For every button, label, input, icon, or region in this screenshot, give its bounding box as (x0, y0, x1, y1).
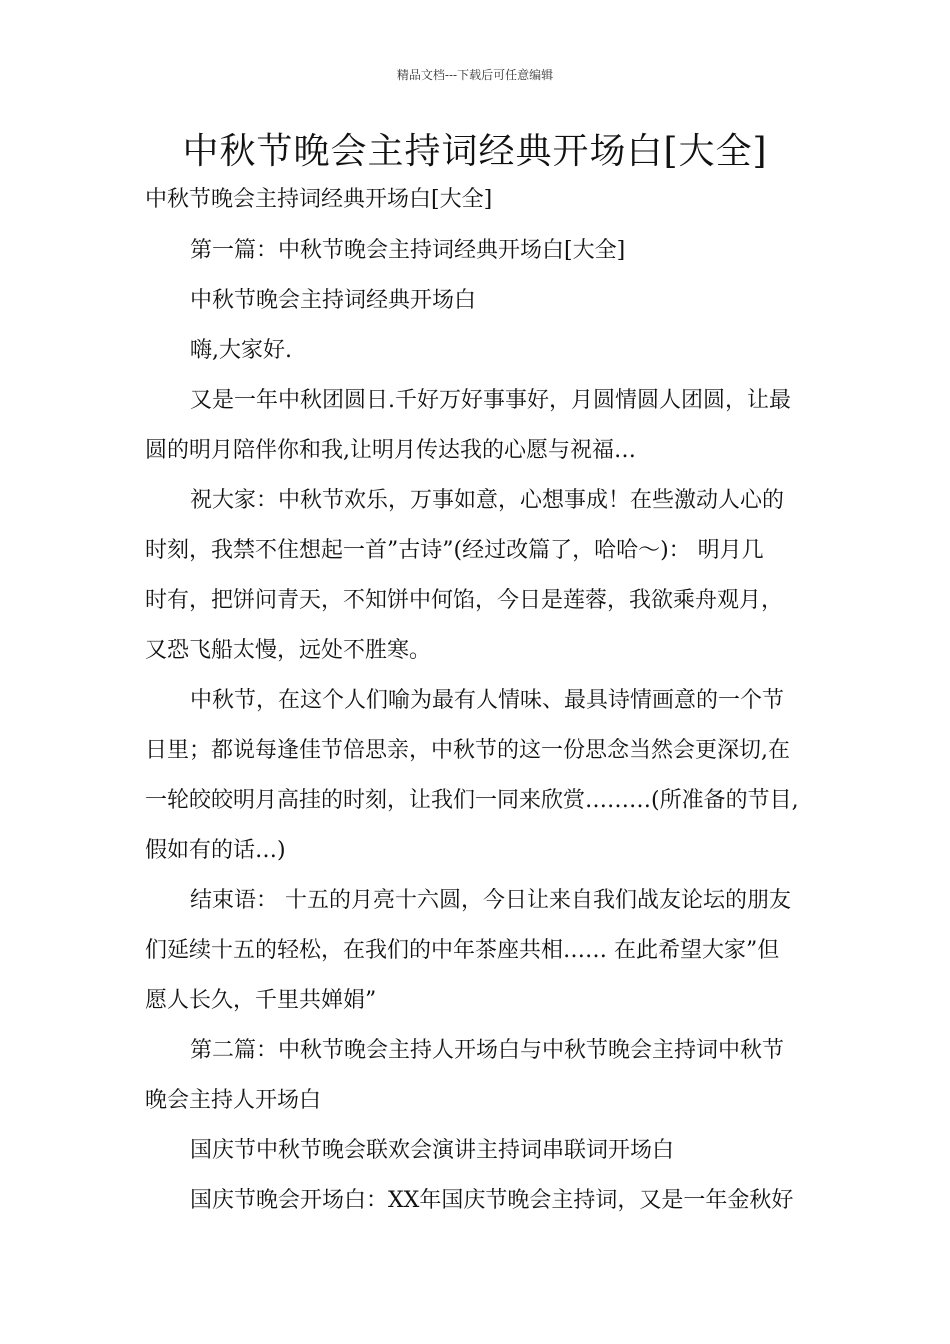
paragraph-line: 们延续十五的轻松，在我们的中年茶座共相…… 在此希望大家”但 (145, 938, 780, 963)
paragraph-line: 国庆节晚会开场白：XX年国庆节晚会主持词，又是一年金秋好 (190, 1188, 794, 1213)
paragraph-line: 时有，把饼问青天，不知饼中何馅，今日是莲蓉，我欲乘舟观月， (145, 588, 784, 613)
section-heading-2: 第二篇：中秋节晚会主持人开场白与中秋节晚会主持词中秋节 (190, 1038, 785, 1063)
paragraph-line: 时刻，我禁不住想起一首”古诗”(经过改篇了，哈哈～)： 明月几 (145, 538, 764, 563)
paragraph-line: 愿人长久，千里共婵娟” (145, 988, 377, 1013)
paragraph-line: 日里；都说每逢佳节倍思亲，中秋节的这一份思念当然会更深切,在 (145, 738, 790, 763)
paragraph-line: 祝大家：中秋节欢乐，万事如意，心想事成！在些激动人心的 (190, 488, 785, 513)
paragraph-line: 圆的明月陪伴你和我,让明月传达我的心愿与祝福… (145, 438, 636, 463)
section-heading-1: 第一篇：中秋节晚会主持词经典开场白[大全] (190, 238, 626, 263)
document-title: 中秋节晚会主持词经典开场白[大全] (182, 131, 768, 172)
paragraph-line: 中秋节，在这个人们喻为最有人情味、最具诗情画意的一个节 (190, 688, 785, 713)
paragraph-line: 中秋节晚会主持词经典开场白 (190, 288, 477, 313)
paragraph-line: 假如有的话…) (145, 838, 286, 863)
paragraph-line: 晚会主持人开场白 (145, 1088, 322, 1113)
paragraph-line: 一轮皎皎明月高挂的时刻，让我们一同来欣赏………(所准备的节目, (145, 788, 799, 813)
paragraph-line: 又恐飞船太慢，远处不胜寒。 (145, 638, 432, 663)
paragraph-line: 结束语： 十五的月亮十六圆，今日让来自我们战友论坛的朋友 (190, 888, 791, 913)
paragraph-line: 嗨,大家好. (190, 338, 292, 363)
paragraph-line: 国庆节中秋节晚会联欢会演讲主持词串联词开场白 (190, 1138, 675, 1163)
paragraph-line: 又是一年中秋团圆日.千好万好事事好，月圆情圆人团圆，让最 (190, 388, 791, 413)
subtitle-line: 中秋节晚会主持词经典开场白[大全] (145, 187, 493, 212)
header-note: 精品文档---下载后可任意编辑 (396, 68, 554, 82)
